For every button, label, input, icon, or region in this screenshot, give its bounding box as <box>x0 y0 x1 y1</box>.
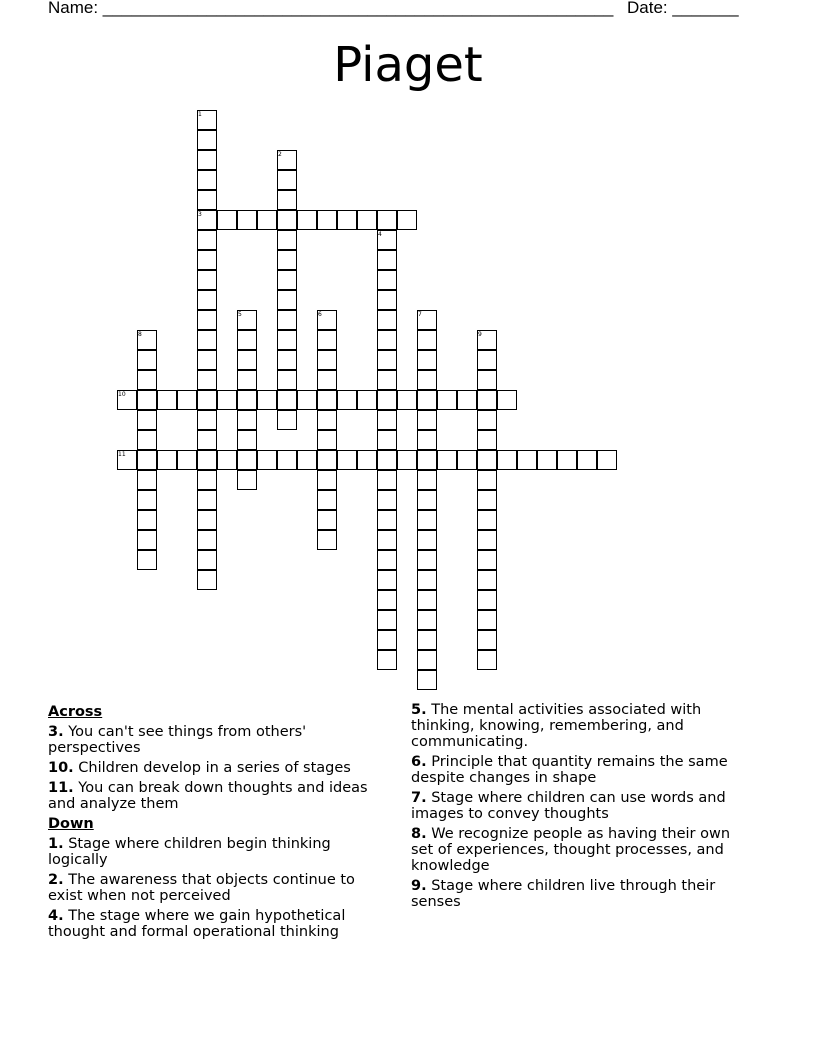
clue-text: The awareness that objects continue to exist when not perceived <box>48 872 355 904</box>
grid-cell[interactable] <box>377 610 397 630</box>
grid-cell[interactable] <box>197 230 217 250</box>
grid-cell[interactable] <box>417 610 437 630</box>
clue-number: 8. <box>411 826 427 842</box>
grid-cell[interactable] <box>277 170 297 190</box>
grid-cell[interactable] <box>297 210 317 230</box>
grid-cell[interactable] <box>377 410 397 430</box>
clue-number-label: 6 <box>318 311 322 318</box>
grid-cell[interactable] <box>277 330 297 350</box>
grid-cell[interactable] <box>477 510 497 530</box>
clue-across-3 <box>48 724 378 756</box>
grid-cell[interactable] <box>257 210 277 230</box>
grid-cell[interactable] <box>597 450 617 470</box>
grid-cell[interactable] <box>317 410 337 430</box>
grid-cell[interactable] <box>237 430 257 450</box>
grid-cell[interactable] <box>277 350 297 370</box>
grid-cell[interactable] <box>237 210 257 230</box>
grid-cell[interactable] <box>477 470 497 490</box>
date-label: Date: <box>627 0 673 17</box>
grid-cell[interactable] <box>137 530 157 550</box>
grid-cell[interactable] <box>137 470 157 490</box>
grid-cell[interactable] <box>437 450 457 470</box>
grid-cell[interactable] <box>377 630 397 650</box>
grid-cell[interactable] <box>477 570 497 590</box>
grid-cell[interactable] <box>377 290 397 310</box>
grid-cell[interactable] <box>477 650 497 670</box>
name-line[interactable]: ______________________________________________________ <box>102 0 614 17</box>
clue-number-label: 9 <box>478 331 482 338</box>
grid-cell[interactable] <box>277 290 297 310</box>
grid-cell[interactable] <box>377 590 397 610</box>
grid-cell[interactable] <box>197 190 217 210</box>
grid-cell[interactable] <box>417 330 437 350</box>
across-heading: Across <box>48 704 103 720</box>
grid-cell[interactable] <box>297 450 317 470</box>
grid-cell[interactable] <box>577 450 597 470</box>
grid-cell[interactable] <box>477 590 497 610</box>
grid-cell[interactable] <box>517 450 537 470</box>
grid-cell[interactable] <box>317 330 337 350</box>
clue-down-7 <box>411 790 741 822</box>
clue-number: 6. <box>411 754 427 770</box>
grid-cell[interactable] <box>177 450 197 470</box>
clue-down-1 <box>48 836 378 868</box>
grid-cell[interactable] <box>377 270 397 290</box>
grid-cell[interactable] <box>317 370 337 390</box>
clue-number-label: 8 <box>138 331 142 338</box>
grid-cell[interactable] <box>197 250 217 270</box>
grid-cell[interactable] <box>337 210 357 230</box>
clue-across-10 <box>48 760 378 776</box>
grid-cell[interactable] <box>397 210 417 230</box>
grid-cell[interactable] <box>197 350 217 370</box>
grid-cell[interactable] <box>417 430 437 450</box>
grid-cell[interactable] <box>257 390 277 410</box>
grid-cell[interactable] <box>197 370 217 390</box>
grid-cell[interactable] <box>377 210 397 230</box>
grid-cell[interactable] <box>197 290 217 310</box>
grid-cell[interactable] <box>377 250 397 270</box>
grid-cell[interactable] <box>237 390 257 410</box>
grid-cell[interactable] <box>137 510 157 530</box>
grid-cell[interactable] <box>197 490 217 510</box>
grid-cell[interactable] <box>337 390 357 410</box>
clue-down-9 <box>411 878 741 910</box>
grid-cell[interactable] <box>457 450 477 470</box>
grid-cell[interactable] <box>477 370 497 390</box>
clue-number-label: 5 <box>238 311 242 318</box>
grid-cell[interactable] <box>377 470 397 490</box>
grid-cell[interactable] <box>277 310 297 330</box>
clue-number: 4. <box>48 908 64 924</box>
grid-cell[interactable] <box>197 550 217 570</box>
grid-cell[interactable] <box>137 370 157 390</box>
grid-cell[interactable] <box>317 430 337 450</box>
clue-number: 2. <box>48 872 64 888</box>
clue-down-5 <box>411 702 741 750</box>
grid-cell[interactable] <box>317 490 337 510</box>
grid-cell[interactable] <box>477 350 497 370</box>
clue-text: You can break down thoughts and ideas and analyze them <box>48 780 368 812</box>
grid-cell[interactable] <box>197 310 217 330</box>
grid-cell[interactable] <box>197 150 217 170</box>
grid-cell[interactable] <box>477 390 497 410</box>
grid-cell[interactable] <box>237 470 257 490</box>
clue-number: 9. <box>411 878 427 894</box>
clue-text: Stage where children begin thinking logically <box>48 836 331 868</box>
grid-cell[interactable] <box>537 450 557 470</box>
grid-cell[interactable] <box>417 450 437 470</box>
clue-number-label: 2 <box>278 151 282 158</box>
grid-cell[interactable] <box>377 310 397 330</box>
down-heading: Down <box>48 816 94 832</box>
grid-cell[interactable] <box>237 450 257 470</box>
grid-cell[interactable] <box>477 550 497 570</box>
grid-cell[interactable] <box>417 650 437 670</box>
grid-cell[interactable] <box>317 210 337 230</box>
clue-number: 5. <box>411 702 427 718</box>
grid-cell[interactable] <box>317 470 337 490</box>
grid-cell[interactable] <box>197 510 217 530</box>
grid-cell[interactable] <box>237 350 257 370</box>
grid-cell[interactable] <box>277 190 297 210</box>
grid-cell[interactable] <box>237 370 257 390</box>
grid-cell[interactable] <box>317 350 337 370</box>
grid-cell[interactable] <box>237 330 257 350</box>
grid-cell[interactable] <box>197 410 217 430</box>
grid-cell[interactable] <box>357 210 377 230</box>
clue-number-label: 4 <box>378 231 382 238</box>
grid-cell[interactable] <box>277 210 297 230</box>
grid-cell[interactable] <box>197 130 217 150</box>
grid-cell[interactable] <box>277 370 297 390</box>
grid-cell[interactable] <box>157 450 177 470</box>
grid-cell[interactable] <box>137 390 157 410</box>
clue-number: 1. <box>48 836 64 852</box>
grid-cell[interactable] <box>477 450 497 470</box>
clues-left-column <box>48 702 378 944</box>
grid-cell[interactable] <box>417 530 437 550</box>
grid-cell[interactable] <box>457 390 477 410</box>
grid-cell[interactable] <box>477 530 497 550</box>
clue-text: Principle that quantity remains the same despite changes in shape <box>411 754 728 786</box>
grid-cell[interactable] <box>197 430 217 450</box>
grid-cell[interactable] <box>377 430 397 450</box>
grid-cell[interactable] <box>137 550 157 570</box>
grid-cell[interactable] <box>277 410 297 430</box>
clue-across-11 <box>48 780 378 812</box>
clue-number-label: 3 <box>198 211 202 218</box>
clue-text: You can't see things from others' perspectives <box>48 724 307 756</box>
grid-cell[interactable] <box>357 450 377 470</box>
grid-cell[interactable] <box>137 350 157 370</box>
grid-cell[interactable] <box>277 250 297 270</box>
clues-right-column <box>411 702 741 914</box>
grid-cell[interactable] <box>417 370 437 390</box>
clue-number-label: 1 <box>198 111 202 118</box>
grid-cell[interactable] <box>197 470 217 490</box>
grid-cell[interactable] <box>397 450 417 470</box>
grid-cell[interactable] <box>497 390 517 410</box>
grid-cell[interactable] <box>397 390 417 410</box>
grid-cell[interactable] <box>237 410 257 430</box>
grid-cell[interactable] <box>197 270 217 290</box>
grid-cell[interactable] <box>277 230 297 250</box>
grid-cell[interactable] <box>377 330 397 350</box>
grid-cell[interactable] <box>377 570 397 590</box>
clue-number: 10. <box>48 760 74 776</box>
clue-text: Children develop in a series of stages <box>73 760 351 776</box>
clue-number-label: 7 <box>418 311 422 318</box>
grid-cell[interactable] <box>477 630 497 650</box>
grid-cell[interactable] <box>377 650 397 670</box>
grid-cell[interactable] <box>137 490 157 510</box>
clue-number: 11. <box>48 780 74 796</box>
grid-cell[interactable] <box>177 390 197 410</box>
grid-cell[interactable] <box>197 330 217 350</box>
grid-cell[interactable] <box>277 270 297 290</box>
grid-cell[interactable] <box>377 490 397 510</box>
grid-cell[interactable] <box>277 450 297 470</box>
grid-cell[interactable] <box>257 450 277 470</box>
grid-cell[interactable] <box>477 490 497 510</box>
grid-cell[interactable] <box>377 350 397 370</box>
grid-cell[interactable] <box>217 390 237 410</box>
clue-down-2 <box>48 872 378 904</box>
grid-cell[interactable] <box>417 570 437 590</box>
grid-cell[interactable] <box>477 410 497 430</box>
grid-cell[interactable] <box>417 630 437 650</box>
grid-cell[interactable] <box>317 510 337 530</box>
grid-cell[interactable] <box>557 450 577 470</box>
grid-cell[interactable] <box>297 390 317 410</box>
clue-text: The stage where we gain hypothetical thought and formal operational thinking <box>48 908 346 940</box>
grid-cell[interactable] <box>417 350 437 370</box>
clue-text: The mental activities associated with thinking, knowing, remembering, and communicating. <box>411 702 702 750</box>
grid-cell[interactable] <box>197 390 217 410</box>
clue-text: We recognize people as having their own set of experiences, thought processes, and knowledge <box>411 826 731 874</box>
clue-text: Stage where children can use words and images to convey thoughts <box>411 790 726 822</box>
grid-cell[interactable] <box>357 390 377 410</box>
grid-cell[interactable] <box>417 510 437 530</box>
grid-cell[interactable] <box>157 390 177 410</box>
grid-cell[interactable] <box>137 430 157 450</box>
clue-down-4 <box>48 908 378 940</box>
grid-cell[interactable] <box>197 450 217 470</box>
grid-cell[interactable] <box>377 530 397 550</box>
grid-cell[interactable] <box>217 210 237 230</box>
grid-cell[interactable] <box>317 390 337 410</box>
grid-cell[interactable] <box>497 450 517 470</box>
grid-cell[interactable] <box>417 550 437 570</box>
grid-cell[interactable] <box>477 610 497 630</box>
grid-cell[interactable] <box>417 670 437 690</box>
grid-cell[interactable] <box>317 530 337 550</box>
name-label: Name: <box>48 0 103 17</box>
clue-number-label: 10 <box>118 391 126 398</box>
clue-down-6 <box>411 754 741 786</box>
grid-cell[interactable] <box>417 470 437 490</box>
grid-cell[interactable] <box>197 570 217 590</box>
grid-cell[interactable] <box>377 510 397 530</box>
clue-down-8 <box>411 826 741 874</box>
grid-cell[interactable] <box>197 170 217 190</box>
clue-number: 7. <box>411 790 427 806</box>
grid-cell[interactable] <box>377 450 397 470</box>
grid-cell[interactable] <box>137 410 157 430</box>
page-title: Piaget <box>333 37 483 93</box>
grid-cell[interactable] <box>417 590 437 610</box>
grid-cell[interactable] <box>277 390 297 410</box>
grid-cell[interactable] <box>197 530 217 550</box>
grid-cell[interactable] <box>317 450 337 470</box>
grid-cell[interactable] <box>417 390 437 410</box>
clue-number: 3. <box>48 724 64 740</box>
clue-text: Stage where children live through their senses <box>411 878 716 910</box>
grid-cell[interactable] <box>337 450 357 470</box>
grid-cell[interactable] <box>477 430 497 450</box>
date-line[interactable]: _______ <box>672 0 739 17</box>
grid-cell[interactable] <box>377 370 397 390</box>
clue-number-label: 11 <box>118 451 126 458</box>
grid-cell[interactable] <box>217 450 237 470</box>
grid-cell[interactable] <box>377 550 397 570</box>
grid-cell[interactable] <box>377 390 397 410</box>
grid-cell[interactable] <box>417 490 437 510</box>
grid-cell[interactable] <box>137 450 157 470</box>
grid-cell[interactable] <box>437 390 457 410</box>
grid-cell[interactable] <box>417 410 437 430</box>
